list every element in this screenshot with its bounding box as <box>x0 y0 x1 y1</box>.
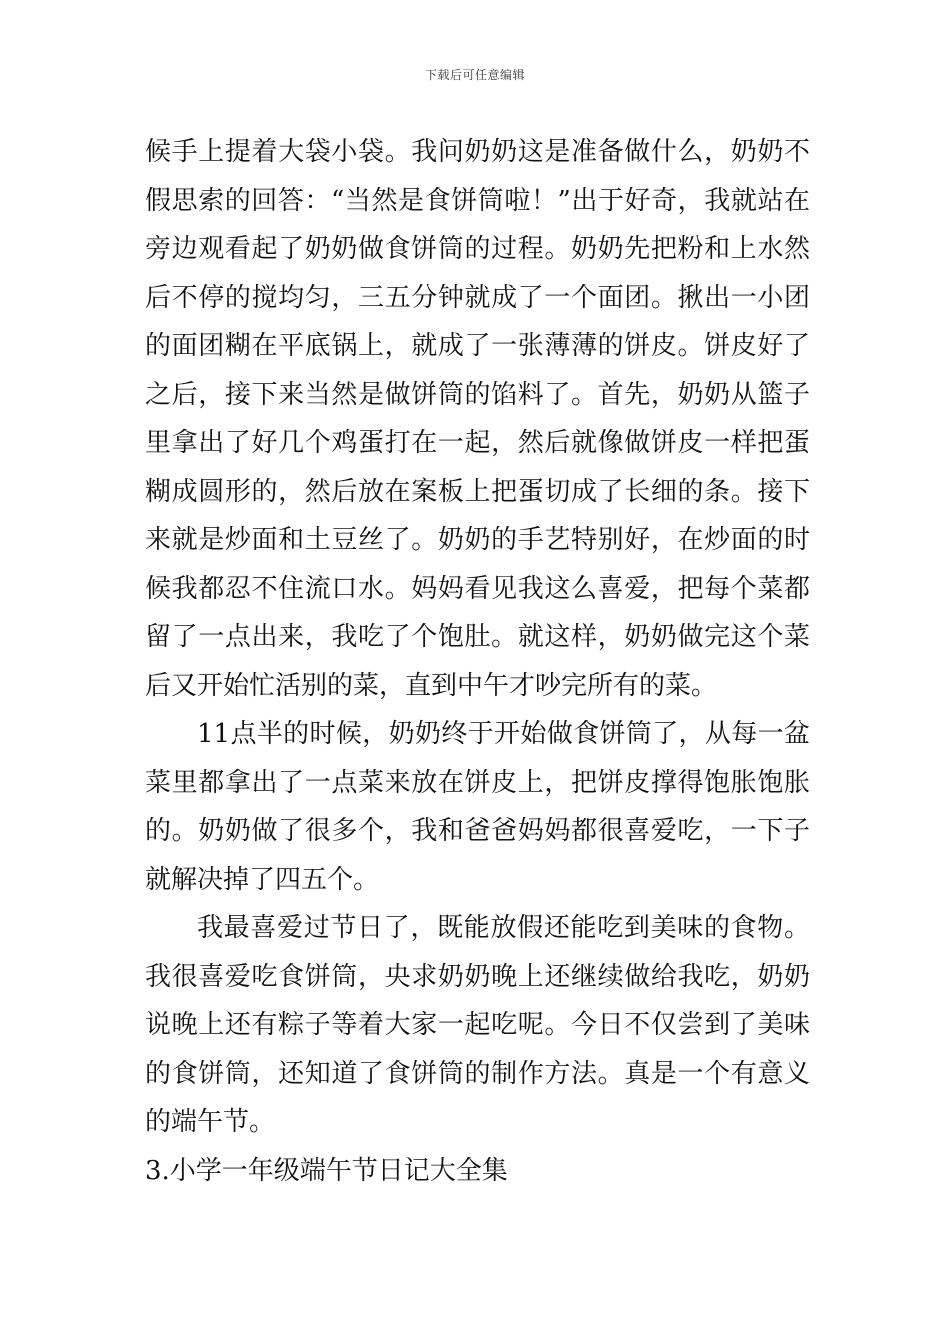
paragraph-1: 候手上提着大袋小袋。我问奶奶这是准备做什么，奶奶不假思索的回答：“当然是食饼筒啦！”出于好奇，我就站在旁边观看起了奶奶做食饼筒的过程。奶奶先把粉和上水然后不停的搅均匀，三五分钟就成了一个面团。揪出一小团的面团糊在平底锅上，就成了一张薄薄的饼皮。饼皮好了之后，接下来当然是做饼筒的馅料了。首先，奶奶从篮子里拿出了好几个鸡蛋打在一起，然后就像做饼皮一样把蛋糊成圆形的，然后放在案板上把蛋切成了长细的条。接下来就是炒面和土豆丝了。奶奶的手艺特别好，在炒面的时候我都忍不住流口水。妈妈看见我这么喜爱，把每个菜都留了一点出来，我吃了个饱肚。就这样，奶奶做完这个菜后又开始忙活别的菜，直到中午才吵完所有的菜。 <box>145 137 810 701</box>
section-heading: 3.小学一年级端午节日记大全集 <box>145 1155 508 1186</box>
paragraph-2: 11点半的时候，奶奶终于开始做食饼筒了，从每一盆菜里都拿出了一点菜来放在饼皮上，把饼皮撑得饱胀饱胀的。奶奶做了很多个，我和爸爸妈妈都很喜爱吃，一下子就解决掉了四五个。 <box>145 719 810 895</box>
page-header: 下载后可任意编辑 <box>424 68 525 82</box>
paragraph-3: 我最喜爱过节日了，既能放假还能吃到美味的食物。我很喜爱吃食饼筒，央求奶奶晚上还继续做给我吃，奶奶说晚上还有粽子等着大家一起吃呢。今日不仅尝到了美味的食饼筒，还知道了食饼筒的制作方法。真是一个有意义的端午节。 <box>145 913 810 1137</box>
document-body <box>145 128 810 1195</box>
